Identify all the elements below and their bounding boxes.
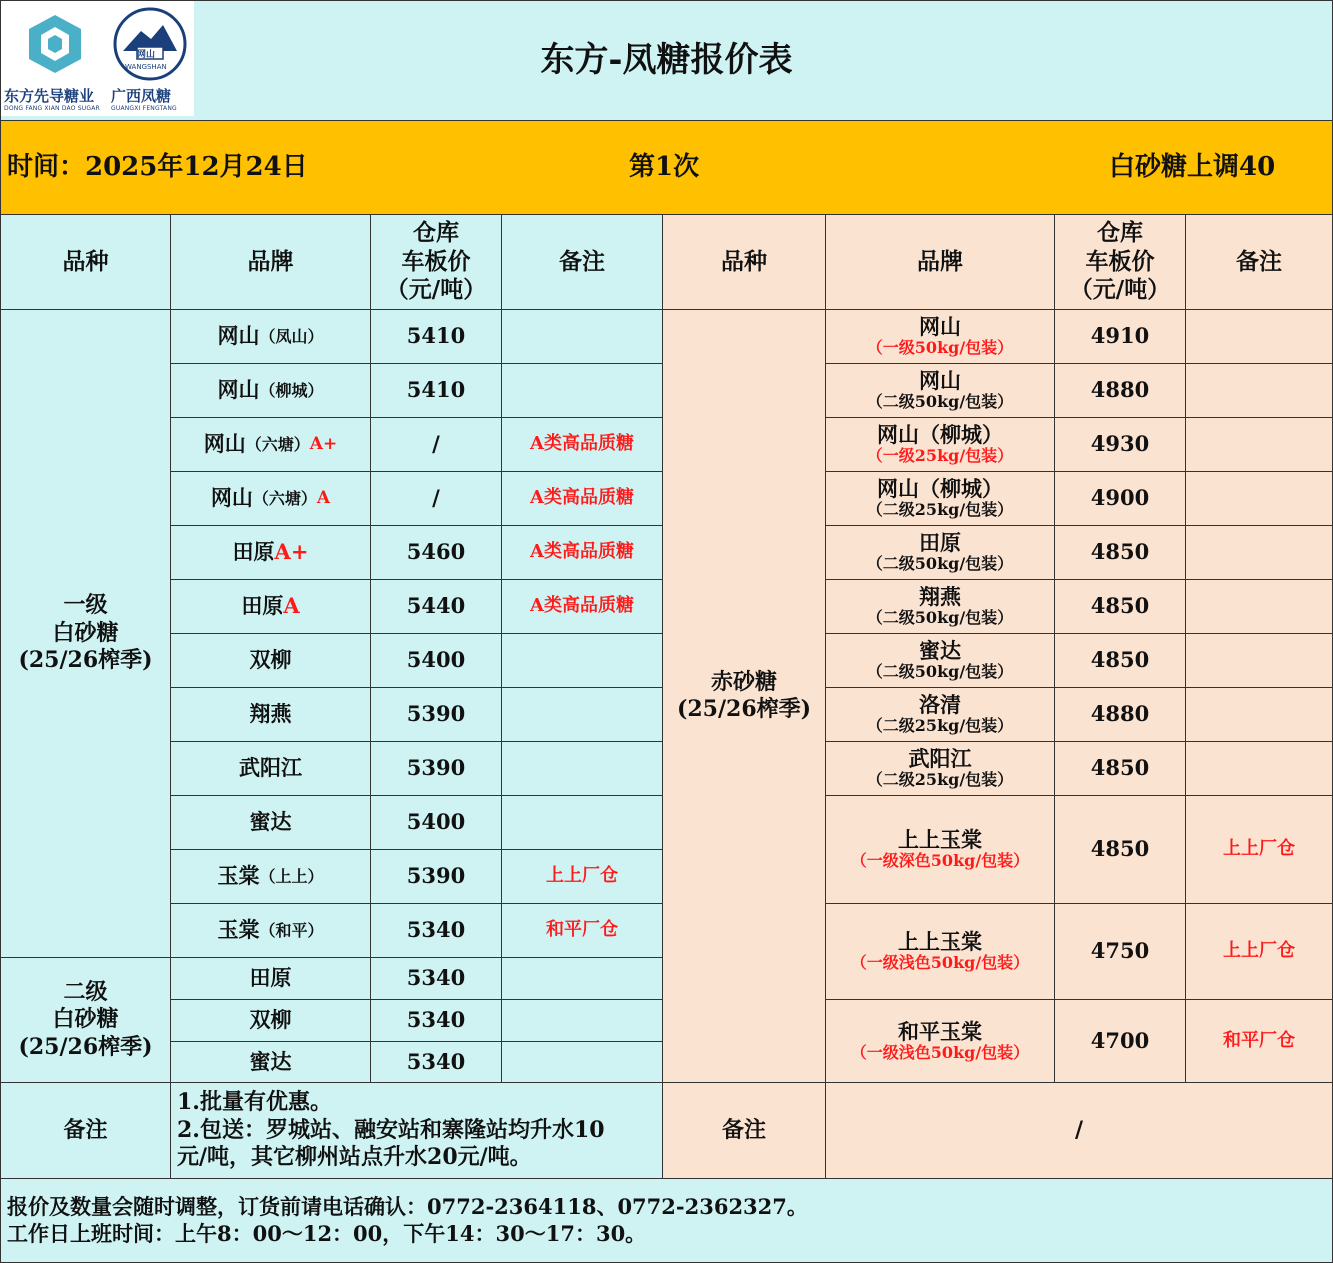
left-brand-cell	[170, 999, 371, 1042]
logo-block	[1, 1, 194, 116]
left-note-cell: A类高品质糖	[501, 579, 663, 634]
package-spec: （一级浅色50kg/包装）	[850, 953, 1030, 973]
right-price-cell: 4930	[1054, 417, 1186, 472]
left-price-cell: 5340	[370, 1041, 502, 1083]
footer	[0, 1178, 1333, 1263]
header-note-right: 备注	[1185, 214, 1333, 310]
quote-round: 第1次	[629, 152, 700, 183]
header-price-l2: 车板价	[401, 247, 471, 275]
category-line: 一级	[63, 592, 108, 619]
remark-line: 1.批量有优惠。	[177, 1089, 332, 1116]
left-brand-cell	[170, 903, 371, 958]
brand-name: 翔燕	[919, 584, 961, 610]
right-price-cell: 4850	[1054, 579, 1186, 634]
left-note-cell	[501, 687, 663, 742]
left-price-cell: /	[370, 417, 502, 472]
brand-origin: （六塘）	[245, 434, 310, 454]
left-brand-cell	[170, 309, 371, 364]
header-price-l3: （元/吨）	[385, 276, 487, 304]
header-variety-left: 品种	[0, 214, 171, 310]
left-price-cell: 5390	[370, 687, 502, 742]
right-brand-cell	[825, 687, 1055, 742]
left-price-cell: 5390	[370, 741, 502, 796]
remarks-text-left	[170, 1082, 663, 1179]
left-note-cell	[501, 1041, 663, 1083]
left-price-cell: 5340	[370, 903, 502, 958]
right-brand-cell	[825, 471, 1055, 526]
header-brand-left: 品牌	[170, 214, 371, 310]
grade-suffix: A	[316, 487, 331, 508]
package-spec: （二级25kg/包装）	[866, 716, 1014, 736]
package-spec: （一级50kg/包装）	[866, 338, 1014, 358]
left-brand-cell	[170, 1041, 371, 1083]
right-note-cell	[1185, 309, 1333, 364]
right-price-cell: 4850	[1054, 633, 1186, 688]
category-line: 白砂糖	[52, 1006, 119, 1033]
package-spec: （二级25kg/包装）	[866, 770, 1014, 790]
right-brand-cell	[825, 741, 1055, 796]
brand-name: 网山	[217, 377, 260, 403]
right-note-cell	[1185, 363, 1333, 418]
left-price-cell: 5340	[370, 957, 502, 1000]
right-note-cell	[1185, 633, 1333, 688]
brand-name: 网山	[919, 314, 961, 340]
left-brand-cell	[170, 849, 371, 904]
left-logo-en: DONG FANG XIAN DAO SUGAR	[4, 105, 100, 112]
right-note-cell	[1185, 579, 1333, 634]
right-price-cell: 4850	[1054, 795, 1186, 904]
remarks-label-left: 备注	[0, 1082, 171, 1179]
header-price-l2: 车板价	[1085, 247, 1155, 275]
brand-name: 网山	[919, 368, 961, 394]
quote-date: 时间：2025年12月24日	[7, 152, 308, 183]
right-brand-cell	[825, 795, 1055, 904]
right-brand-cell	[825, 417, 1055, 472]
right-note-cell	[1185, 525, 1333, 580]
category-line: (25/26榨季)	[18, 647, 153, 674]
brand-name: 田原	[919, 530, 961, 556]
brand-origin: （凤山）	[259, 326, 324, 346]
category-line: (25/26榨季)	[18, 1033, 153, 1060]
left-note-cell	[501, 363, 663, 418]
left-brand-cell	[170, 957, 371, 1000]
brand-name: 武阳江	[239, 755, 302, 781]
info-bar	[0, 120, 1333, 215]
header-brand-right: 品牌	[825, 214, 1055, 310]
right-brand-cell	[825, 363, 1055, 418]
brand-name: 洛清	[919, 692, 961, 718]
seal-en: WANGSHAN	[125, 63, 167, 71]
brand-name: 田原	[232, 539, 275, 565]
left-price-cell: 5410	[370, 363, 502, 418]
brand-name: 田原	[249, 965, 292, 991]
brand-name: 上上玉棠	[898, 929, 982, 955]
brand-name: 双柳	[249, 647, 292, 673]
right-price-cell: 4850	[1054, 525, 1186, 580]
remark-line: 元/吨，其它柳州站点升水20元/吨。	[177, 1144, 532, 1171]
header-price-l1: 仓库	[413, 218, 459, 246]
package-spec: （二级50kg/包装）	[866, 392, 1014, 412]
brand-name: 上上玉棠	[898, 827, 982, 853]
right-note-cell: 上上厂仓	[1185, 903, 1333, 1000]
left-brand-cell	[170, 633, 371, 688]
brand-origin: （六塘）	[252, 488, 317, 508]
header-price-right	[1054, 214, 1186, 310]
right-price-cell: 4910	[1054, 309, 1186, 364]
left-brand-cell	[170, 579, 371, 634]
right-logo-name: 广西凤糖	[111, 87, 172, 105]
brand-origin: （上上）	[259, 866, 324, 886]
brand-origin: （柳城）	[259, 380, 324, 400]
right-brand-cell	[825, 999, 1055, 1083]
header-variety-right: 品种	[662, 214, 826, 310]
left-note-cell: 和平厂仓	[501, 903, 663, 958]
header-price-left	[370, 214, 502, 310]
left-note-cell	[501, 999, 663, 1042]
header-price-l1: 仓库	[1097, 218, 1143, 246]
left-note-cell	[501, 633, 663, 688]
left-note-cell: A类高品质糖	[501, 417, 663, 472]
brand-name: 蜜达	[919, 638, 961, 664]
left-price-cell: 5400	[370, 633, 502, 688]
brand-name: 网山	[203, 431, 246, 457]
brand-name: 双柳	[249, 1007, 292, 1033]
left-brand-cell	[170, 741, 371, 796]
left-brand-cell	[170, 687, 371, 742]
grade-suffix: A	[283, 593, 300, 619]
price-adjustment: 白砂糖上调40	[1109, 152, 1276, 183]
package-spec: （二级50kg/包装）	[866, 608, 1014, 628]
grade-suffix: A+	[309, 433, 338, 454]
left-price-cell: 5410	[370, 309, 502, 364]
brand-name: 翔燕	[249, 701, 292, 727]
package-spec: （二级25kg/包装）	[866, 500, 1014, 520]
page-title: 东方-凤糖报价表	[540, 40, 793, 81]
cube-logo-icon	[25, 13, 85, 75]
brand-origin: （和平）	[259, 920, 324, 940]
brand-name: 网山（柳城）	[877, 476, 1003, 502]
footer-contact: 报价及数量会随时调整，订货前请电话确认：0772-2364118、0772-2362327。	[7, 1194, 808, 1220]
left-note-cell: A类高品质糖	[501, 471, 663, 526]
category-line: 赤砂糖	[710, 668, 777, 695]
remark-line: 2.包送：罗城站、融安站和寨隆站均升水10	[177, 1116, 605, 1143]
brand-name: 武阳江	[908, 746, 972, 772]
right-price-cell: 4880	[1054, 687, 1186, 742]
brand-name: 田原	[241, 593, 284, 619]
category-line: 白砂糖	[52, 619, 119, 646]
category-line: (25/26榨季)	[676, 696, 812, 722]
category-grade2-white-sugar	[0, 957, 171, 1083]
remarks-label-right: 备注	[662, 1082, 826, 1179]
header-note-left: 备注	[501, 214, 663, 310]
left-price-cell: 5440	[370, 579, 502, 634]
package-spec: （一级浅色50kg/包装）	[850, 1042, 1030, 1062]
left-note-cell	[501, 957, 663, 1000]
left-note-cell: A类高品质糖	[501, 525, 663, 580]
right-logo-en: GUANGXI FENGTANG	[111, 105, 177, 112]
brand-name: 和平玉棠	[898, 1018, 982, 1044]
category-grade1-white-sugar	[0, 309, 171, 958]
brand-name: 蜜达	[249, 809, 292, 835]
right-brand-cell	[825, 903, 1055, 1000]
left-logo-name: 东方先导糖业	[4, 87, 95, 105]
left-note-cell	[501, 309, 663, 364]
left-brand-cell	[170, 471, 371, 526]
right-note-cell	[1185, 417, 1333, 472]
header-price-l3: （元/吨）	[1069, 276, 1171, 304]
right-note-cell: 和平厂仓	[1185, 999, 1333, 1083]
left-brand-cell	[170, 363, 371, 418]
brand-name: 网山（柳城）	[877, 422, 1003, 448]
left-price-cell: 5460	[370, 525, 502, 580]
package-spec: （一级25kg/包装）	[866, 446, 1014, 466]
footer-hours: 工作日上班时间：上午8：00～12：00，下午14：30～17：30。	[7, 1220, 647, 1246]
left-brand-cell	[170, 525, 371, 580]
package-spec: （二级50kg/包装）	[866, 554, 1014, 574]
left-note-cell: 上上厂仓	[501, 849, 663, 904]
package-spec: （一级深色50kg/包装）	[850, 851, 1030, 871]
left-brand-cell	[170, 795, 371, 850]
package-spec: （二级50kg/包装）	[866, 662, 1014, 682]
right-price-cell: 4750	[1054, 903, 1186, 1000]
right-brand-cell	[825, 525, 1055, 580]
brand-name: 蜜达	[249, 1048, 292, 1074]
remarks-value-right: /	[825, 1082, 1333, 1179]
right-brand-cell	[825, 309, 1055, 364]
left-price-cell: 5340	[370, 999, 502, 1042]
left-brand-cell	[170, 417, 371, 472]
right-brand-cell	[825, 633, 1055, 688]
right-price-cell: 4850	[1054, 741, 1186, 796]
left-price-cell: 5400	[370, 795, 502, 850]
left-note-cell	[501, 741, 663, 796]
category-line: 二级	[63, 978, 108, 1005]
right-price-cell: 4700	[1054, 999, 1186, 1083]
right-brand-cell	[825, 579, 1055, 634]
brand-name: 玉棠	[217, 863, 260, 889]
right-note-cell	[1185, 471, 1333, 526]
brand-name: 网山	[210, 485, 253, 511]
right-note-cell	[1185, 741, 1333, 796]
brand-name: 玉棠	[217, 917, 260, 943]
title-bar	[0, 0, 1333, 121]
left-price-cell: 5390	[370, 849, 502, 904]
seal-text: 网山	[137, 50, 156, 60]
left-price-cell: /	[370, 471, 502, 526]
right-price-cell: 4900	[1054, 471, 1186, 526]
left-note-cell	[501, 795, 663, 850]
right-note-cell: 上上厂仓	[1185, 795, 1333, 904]
category-brown-sugar	[662, 309, 826, 1083]
grade-suffix: A+	[274, 539, 309, 565]
brand-name: 网山	[217, 323, 260, 349]
right-note-cell	[1185, 687, 1333, 742]
right-price-cell: 4880	[1054, 363, 1186, 418]
